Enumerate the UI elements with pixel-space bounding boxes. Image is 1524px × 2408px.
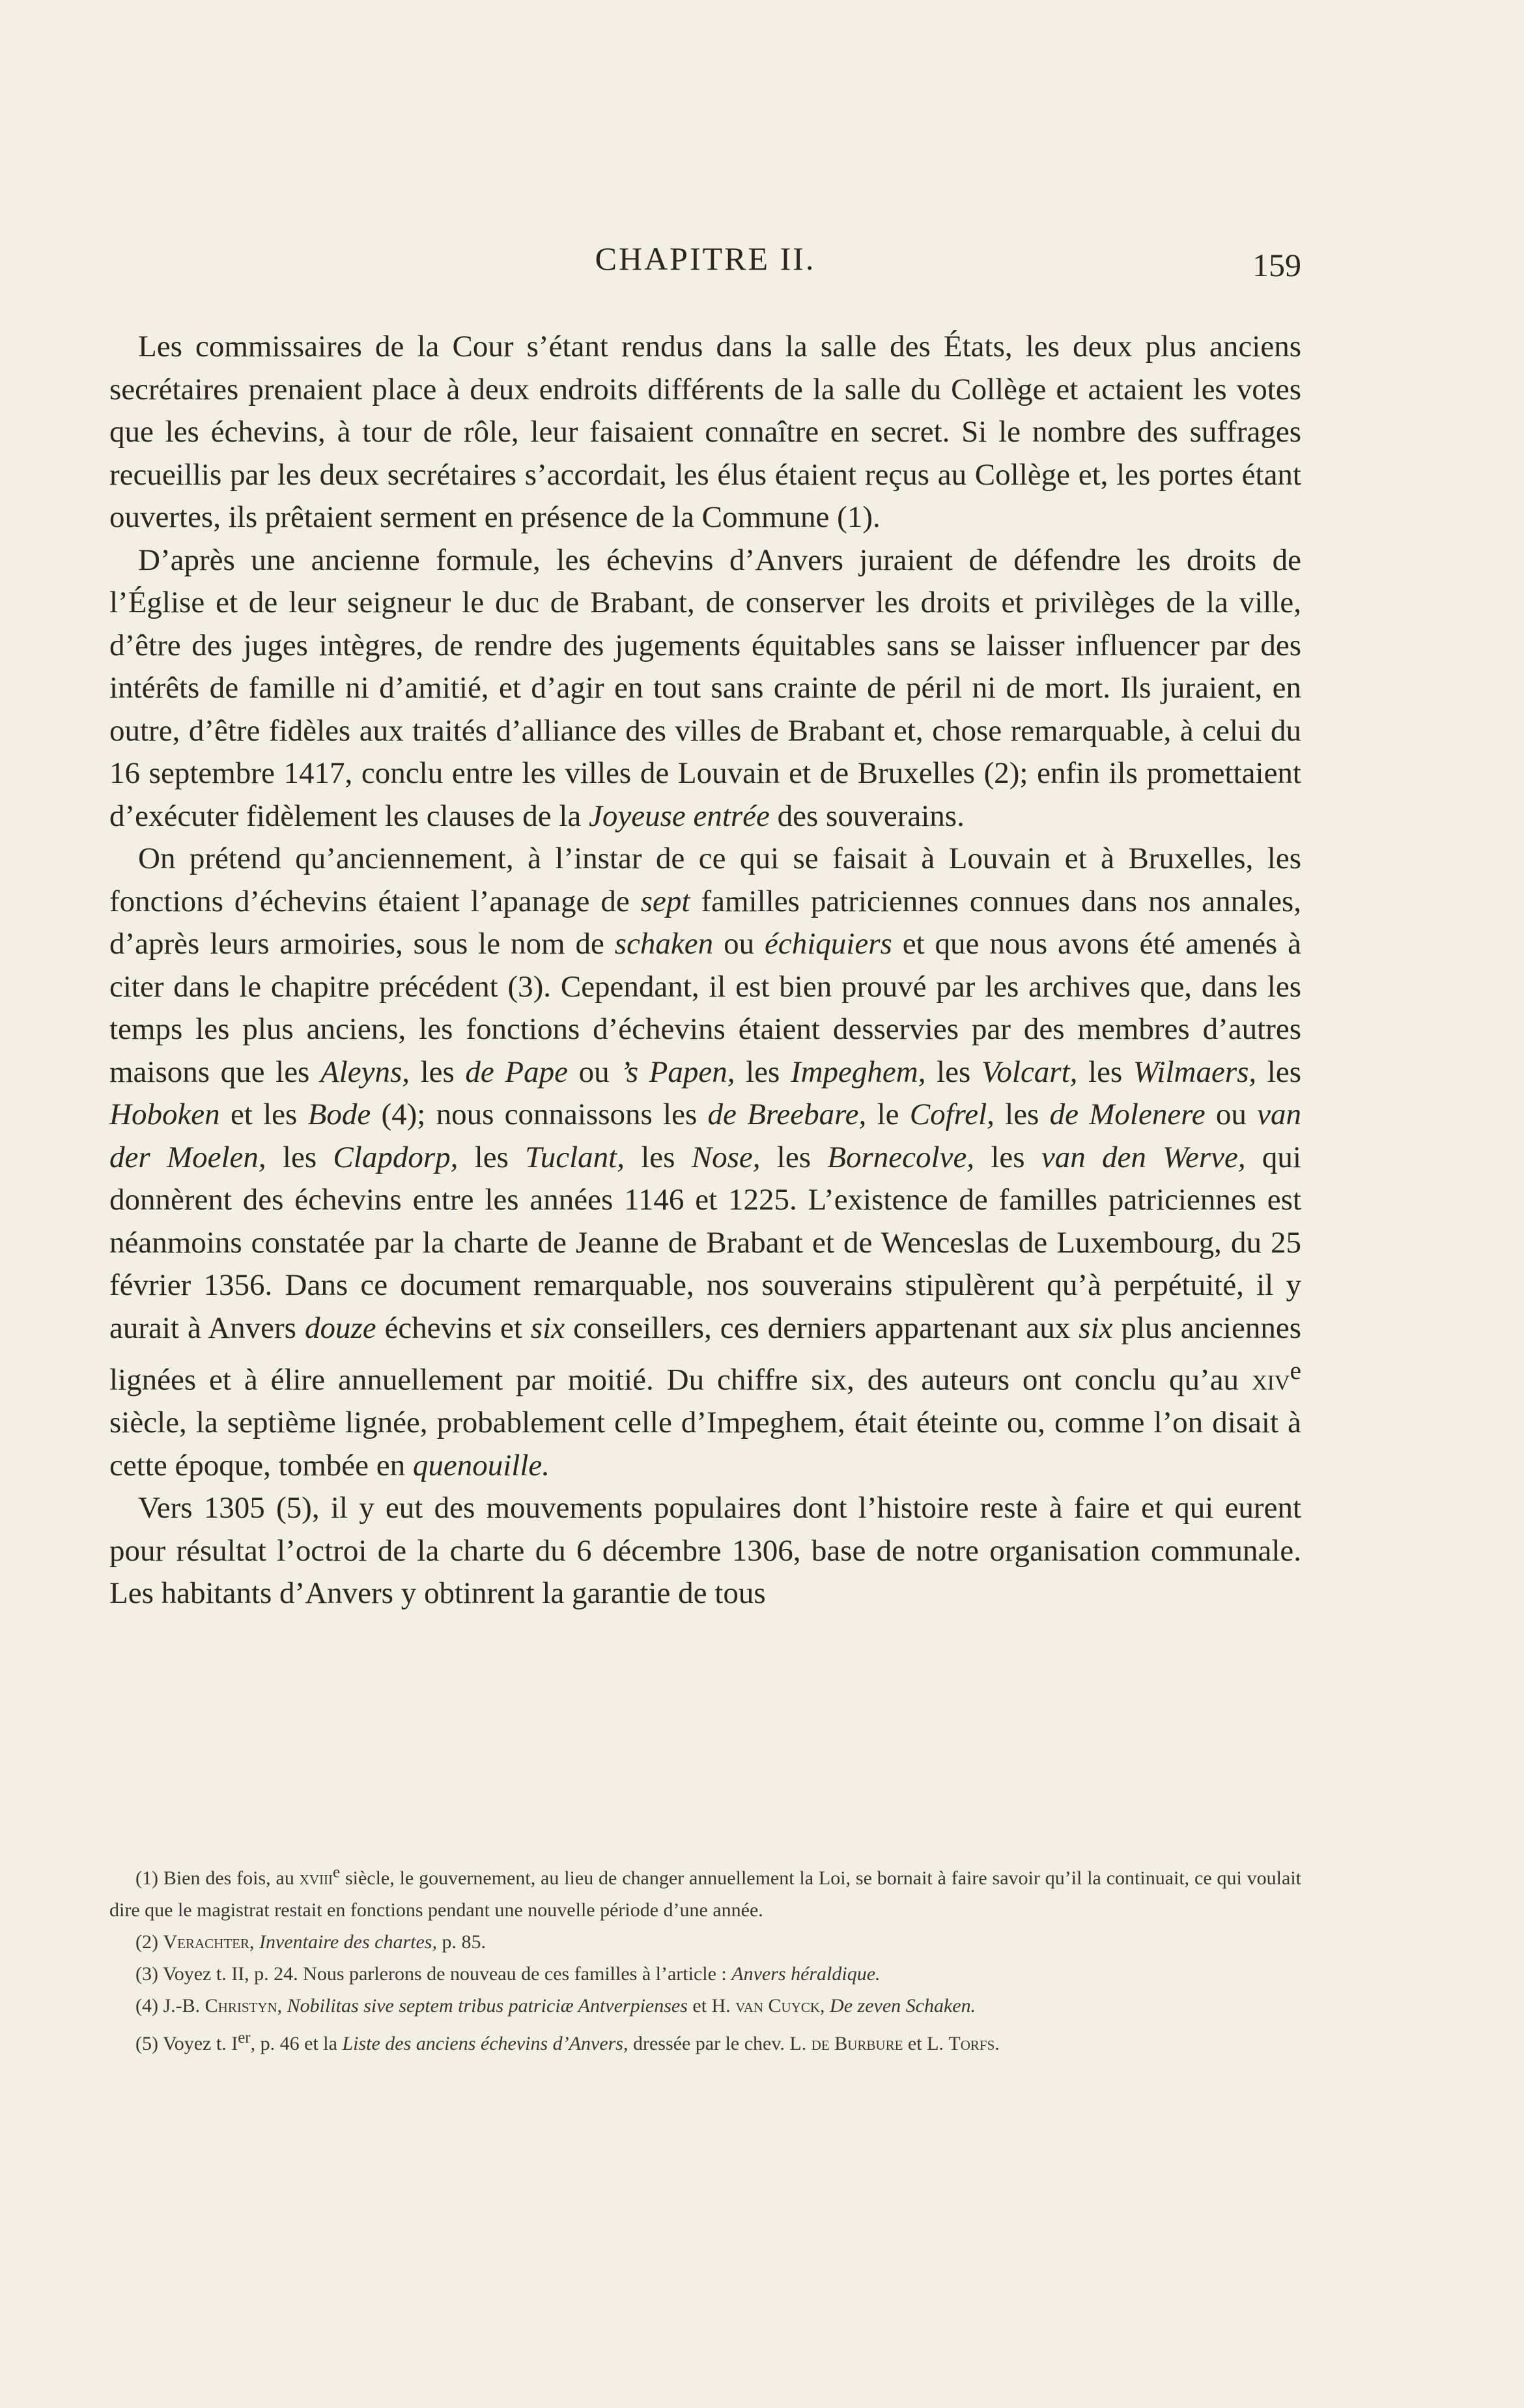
text-run: familles patriciennes connues dans nos annales, d’après leurs armoiries, sous le nom de — [109, 884, 1301, 961]
text-run: On prétend qu’anciennement, à l’instar de ce qui se faisait à Louvain et à Bruxelles, les fonctions d’échevins étaient l’apanage de — [109, 842, 1301, 918]
small-caps-run: Christyn — [205, 1995, 277, 2017]
italic-run: Joyeuse entrée — [588, 799, 770, 833]
italic-run: ’s Papen, — [620, 1055, 735, 1089]
italic-run: Volcart, — [981, 1055, 1078, 1089]
text-run: (5) Voyez t. I — [135, 2033, 238, 2054]
italic-run: échiquiers — [765, 927, 892, 961]
text-run: et que nous avons été amenés à citer dans le chapitre précédent (3). Cependant, il est bien prouvé par les archives que, dans les temps les plus anciens, les fonctions d’échevins étaient desservies par des membres d’autres maisons que les — [109, 927, 1302, 1089]
italic-run: Bornecolve, — [827, 1140, 975, 1174]
text-run: les — [624, 1140, 692, 1174]
text-run: les — [458, 1140, 526, 1174]
italic-run: Clapdorp, — [333, 1140, 459, 1174]
italic-run: Liste des anciens échevins d’Anvers, — [342, 2033, 628, 2054]
text-run: Les commissaires de la Cour s’étant rendus dans la salle des États, les deux plus anciens secrétaires prenaient place à deux endroits différents de la salle du Collège et actaient les votes que les échevins, à tour de rôle, leur faisaient connaître en secret. Si le nombre des suffrages recueillis par les deux secrétaires s’accordait, les élus étaient reçus au Collège et, les portes étant ouvertes, ils prêtaient serment en présence de la Commune (1). — [109, 330, 1301, 534]
text-run: ou — [713, 927, 765, 961]
italic-run: Wilmaers, — [1133, 1055, 1257, 1089]
text-run: siècle, le gouvernement, au lieu de changer annuellement la Loi, se bornait à faire savoir qu’il la continuait, ce qui voulait dire que le magistrat restait en fonctions pendant une nouvelle période d’une année. — [109, 1867, 1302, 1921]
text-run: (3) Voyez t. II, p. 24. Nous parlerons de nouveau de ces familles à l’article : — [135, 1963, 732, 1985]
italic-run: Nobilitas sive septem tribus patriciæ Antverpienses — [287, 1995, 688, 2017]
body-text — [109, 326, 1301, 1615]
page-number: 159 — [1252, 247, 1301, 283]
text-run: (4); nous connaissons les — [371, 1098, 708, 1131]
text-run: . — [995, 2033, 1000, 2054]
text-run: qui donnèrent des échevins entre les années 1146 et 1225. L’existence de familles patriciennes est néanmoins constatée par la charte de Jeanne de Brabant et de Wenceslas de Luxembourg, du 25 février 1356. Dans ce document remarquable, nos souverains stipulèrent qu’à perpétuité, il y aurait à Anvers — [109, 1140, 1301, 1345]
footnotes — [109, 1856, 1301, 2060]
text-run: les — [974, 1140, 1041, 1174]
text-run: (4) J.-B. — [135, 1995, 205, 2017]
page-header — [109, 240, 1301, 292]
text-run: Vers 1305 (5), il y eut des mouvements populaires dont l’histoire reste à faire et qui eurent pour résultat l’octroi de la charte du 6 décembre 1306, base de notre organisation communale. Les habitants d’Anvers y obtinrent la garantie de tous — [109, 1491, 1301, 1611]
italic-run: Tuclant, — [525, 1140, 625, 1174]
italic-run: De zeven Schaken. — [830, 1995, 976, 2017]
text-run: plus anciennes lignées et à élire annuellement par moitié. Du chiffre six, des auteurs ont conclu qu’au — [109, 1310, 1301, 1397]
text-run: dressée par le chev. L. — [628, 2033, 811, 2054]
italic-run: sept — [640, 884, 690, 918]
italic-run: Nose, — [691, 1140, 761, 1174]
small-caps-run: xviii — [299, 1867, 333, 1889]
text-run: et H. — [687, 1995, 736, 2017]
italic-run: de Breebare, — [707, 1098, 867, 1131]
small-caps-run: de Burbure — [811, 2033, 903, 2054]
italic-run: douze — [304, 1310, 376, 1345]
italic-run: de Molenere — [1049, 1098, 1206, 1131]
small-caps-run: xiv — [1251, 1363, 1290, 1397]
text-run: ou — [1205, 1098, 1258, 1131]
italic-run: de Pape — [465, 1055, 568, 1089]
text-run: les — [994, 1098, 1050, 1131]
text-run: (1) Bien des fois, au — [135, 1867, 300, 1889]
text-run: conseillers, ces derniers appartenant aux — [565, 1310, 1079, 1345]
superscript: e — [333, 1863, 341, 1881]
paragraph-2 — [109, 539, 1301, 838]
text-run: , — [277, 1995, 287, 2017]
paragraph-4 — [109, 1487, 1301, 1615]
text-run: les — [266, 1140, 333, 1174]
text-run: les — [409, 1055, 466, 1089]
text-run: , — [249, 1931, 259, 1953]
text-run: D’après une ancienne formule, les échevins d’Anvers juraient de défendre les droits de l’Église et de leur seigneur le duc de Brabant, de conserver les droits et privilèges de la ville, d’être des juges intègres, de rendre des jugements équitables sans se laisser influencer par des intérêts de famille ni d’amitié, et d’agir en tout sans crainte de péril ni de mort. Ils juraient, en outre, d’être fidèles aux traités d’alliance des villes de Brabant et, chose remarquable, à celui du 16 septembre 1417, conclu entre les villes de Louvain et de Bruxelles (2); enfin ils promettaient d’exécuter fidèlement les clauses de la — [109, 543, 1301, 833]
footnote-4 — [109, 1990, 1301, 2022]
small-caps-run: Torfs — [948, 2033, 995, 2054]
footnote-3 — [109, 1958, 1301, 1990]
paragraph-3 — [109, 838, 1301, 1487]
italic-run: Anvers héraldique. — [731, 1963, 881, 1985]
text-run: le — [866, 1098, 910, 1131]
italic-run: Hoboken — [109, 1098, 220, 1131]
italic-run: schaken — [614, 927, 714, 961]
text-run: ou — [567, 1055, 621, 1089]
small-caps-run: van Cuyck — [735, 1995, 821, 2017]
text-run: , — [820, 1995, 830, 2017]
text-run: les — [925, 1055, 981, 1089]
superscript: er — [238, 2029, 251, 2047]
footnote-2 — [109, 1926, 1301, 1958]
text-run: et les — [219, 1098, 308, 1131]
text-run: les — [1256, 1055, 1301, 1089]
text-run: p. 85. — [436, 1931, 486, 1953]
running-title: CHAPITRE II. — [595, 240, 816, 277]
text-run: , p. 46 et la — [250, 2033, 343, 2054]
footnote-1 — [109, 1856, 1301, 1926]
text-run: des souverains. — [769, 799, 965, 833]
paragraph-1 — [109, 326, 1301, 539]
text-run: les — [1077, 1055, 1133, 1089]
italic-run: Impeghem, — [790, 1055, 926, 1089]
superscript: e — [1290, 1357, 1301, 1385]
italic-run: van den Werve, — [1041, 1140, 1246, 1174]
text-run: et L. — [903, 2033, 949, 2054]
italic-run: Cofrel, — [909, 1098, 995, 1131]
small-caps-run: Verachter — [163, 1931, 249, 1953]
text-run: échevins et — [376, 1310, 531, 1345]
italic-run: Bode — [307, 1098, 371, 1131]
italic-run: Aleyns, — [320, 1055, 410, 1089]
italic-run: six — [1079, 1310, 1113, 1345]
text-run: les — [735, 1055, 791, 1089]
text-run: les — [760, 1140, 828, 1174]
italic-run: Inventaire des chartes, — [259, 1931, 437, 1953]
text-run: siècle, la septième lignée, probablement celle d’Impeghem, était éteinte ou, comme l’on disait à cette époque, tombée en — [109, 1406, 1301, 1482]
footnote-5 — [109, 2022, 1301, 2060]
text-run: (2) — [135, 1931, 163, 1953]
italic-run: van der Moelen, — [109, 1098, 1301, 1174]
italic-run: six — [530, 1310, 565, 1345]
italic-run: quenouille. — [412, 1448, 550, 1482]
